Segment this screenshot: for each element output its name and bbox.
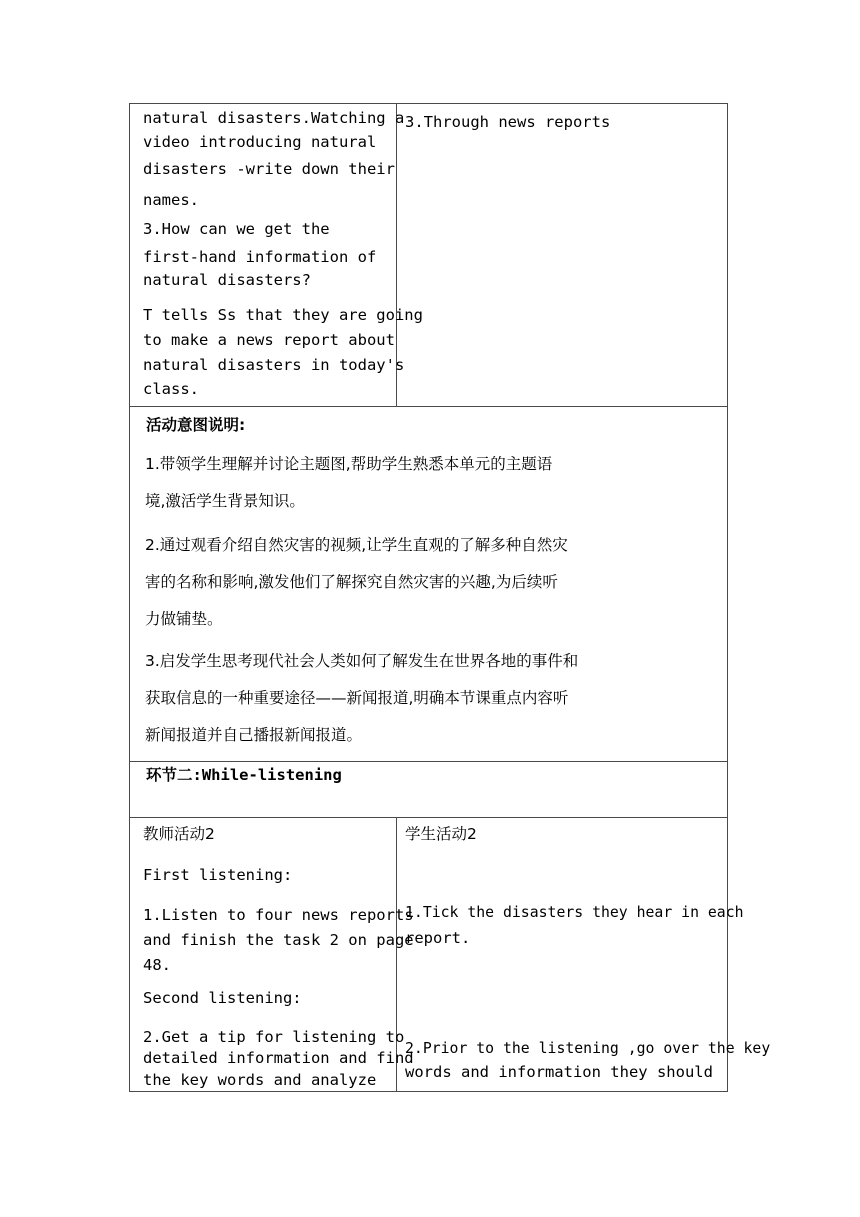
intent-line: 力做铺垫。 bbox=[145, 610, 223, 628]
cell-line: first-hand information of bbox=[143, 248, 377, 266]
teacher-line: 1.Listen to four news reports bbox=[143, 906, 414, 924]
intent-line: 3.启发学生思考现代社会人类如何了解发生在世界各地的事件和 bbox=[145, 652, 579, 670]
row-divider bbox=[129, 761, 728, 762]
student-line: 2.Prior to the listening ,go over the key bbox=[405, 1040, 771, 1057]
intent-line: 1.带领学生理解并讨论主题图,帮助学生熟悉本单元的主题语 bbox=[145, 455, 553, 473]
row1-right-text: 3.Through news reports bbox=[405, 113, 611, 131]
cell-line: T tells Ss that they are going bbox=[143, 306, 423, 324]
cell-line: natural disasters in today's bbox=[143, 356, 405, 374]
student-line: 1.Tick the disasters they hear in each bbox=[405, 904, 744, 921]
teacher-line: detailed information and find bbox=[143, 1049, 414, 1067]
intent-line: 境,激活学生背景知识。 bbox=[145, 492, 305, 510]
student-heading: 学生活动2 bbox=[405, 825, 477, 843]
row-divider bbox=[129, 817, 728, 818]
teacher-line: the key words and analyze bbox=[143, 1071, 377, 1089]
section2-title: 环节二:While-listening bbox=[146, 766, 342, 784]
second-listening-label: Second listening: bbox=[143, 989, 302, 1007]
intent-line: 新闻报道并自己播报新闻报道。 bbox=[145, 726, 363, 744]
cell-line: natural disasters? bbox=[143, 271, 311, 289]
teacher-line: 48. bbox=[143, 956, 171, 974]
cell-line: video introducing natural bbox=[143, 133, 377, 151]
row-divider bbox=[129, 406, 728, 407]
intent-line: 害的名称和影响,激发他们了解探究自然灾害的兴趣,为后续听 bbox=[145, 573, 558, 591]
intent-line: 获取信息的一种重要途径——新闻报道,明确本节课重点内容听 bbox=[145, 689, 569, 707]
cell-line: class. bbox=[143, 380, 199, 398]
student-line: words and information they should bbox=[405, 1063, 713, 1081]
cell-line: natural disasters.Watching a bbox=[143, 109, 405, 127]
cell-line: to make a news report about bbox=[143, 331, 395, 349]
cell-line: disasters -write down their bbox=[143, 160, 395, 178]
teacher-heading: 教师活动2 bbox=[143, 825, 215, 843]
cell-line: names. bbox=[143, 191, 199, 209]
intent-title: 活动意图说明: bbox=[146, 416, 246, 434]
teacher-line: and finish the task 2 on page bbox=[143, 931, 414, 949]
student-line: report. bbox=[405, 929, 471, 947]
cell-line: 3.How can we get the bbox=[143, 220, 330, 238]
first-listening-label: First listening: bbox=[143, 866, 293, 884]
intent-line: 2.通过观看介绍自然灾害的视频,让学生直观的了解多种自然灾 bbox=[145, 536, 568, 554]
teacher-line: 2.Get a tip for listening to bbox=[143, 1028, 405, 1046]
